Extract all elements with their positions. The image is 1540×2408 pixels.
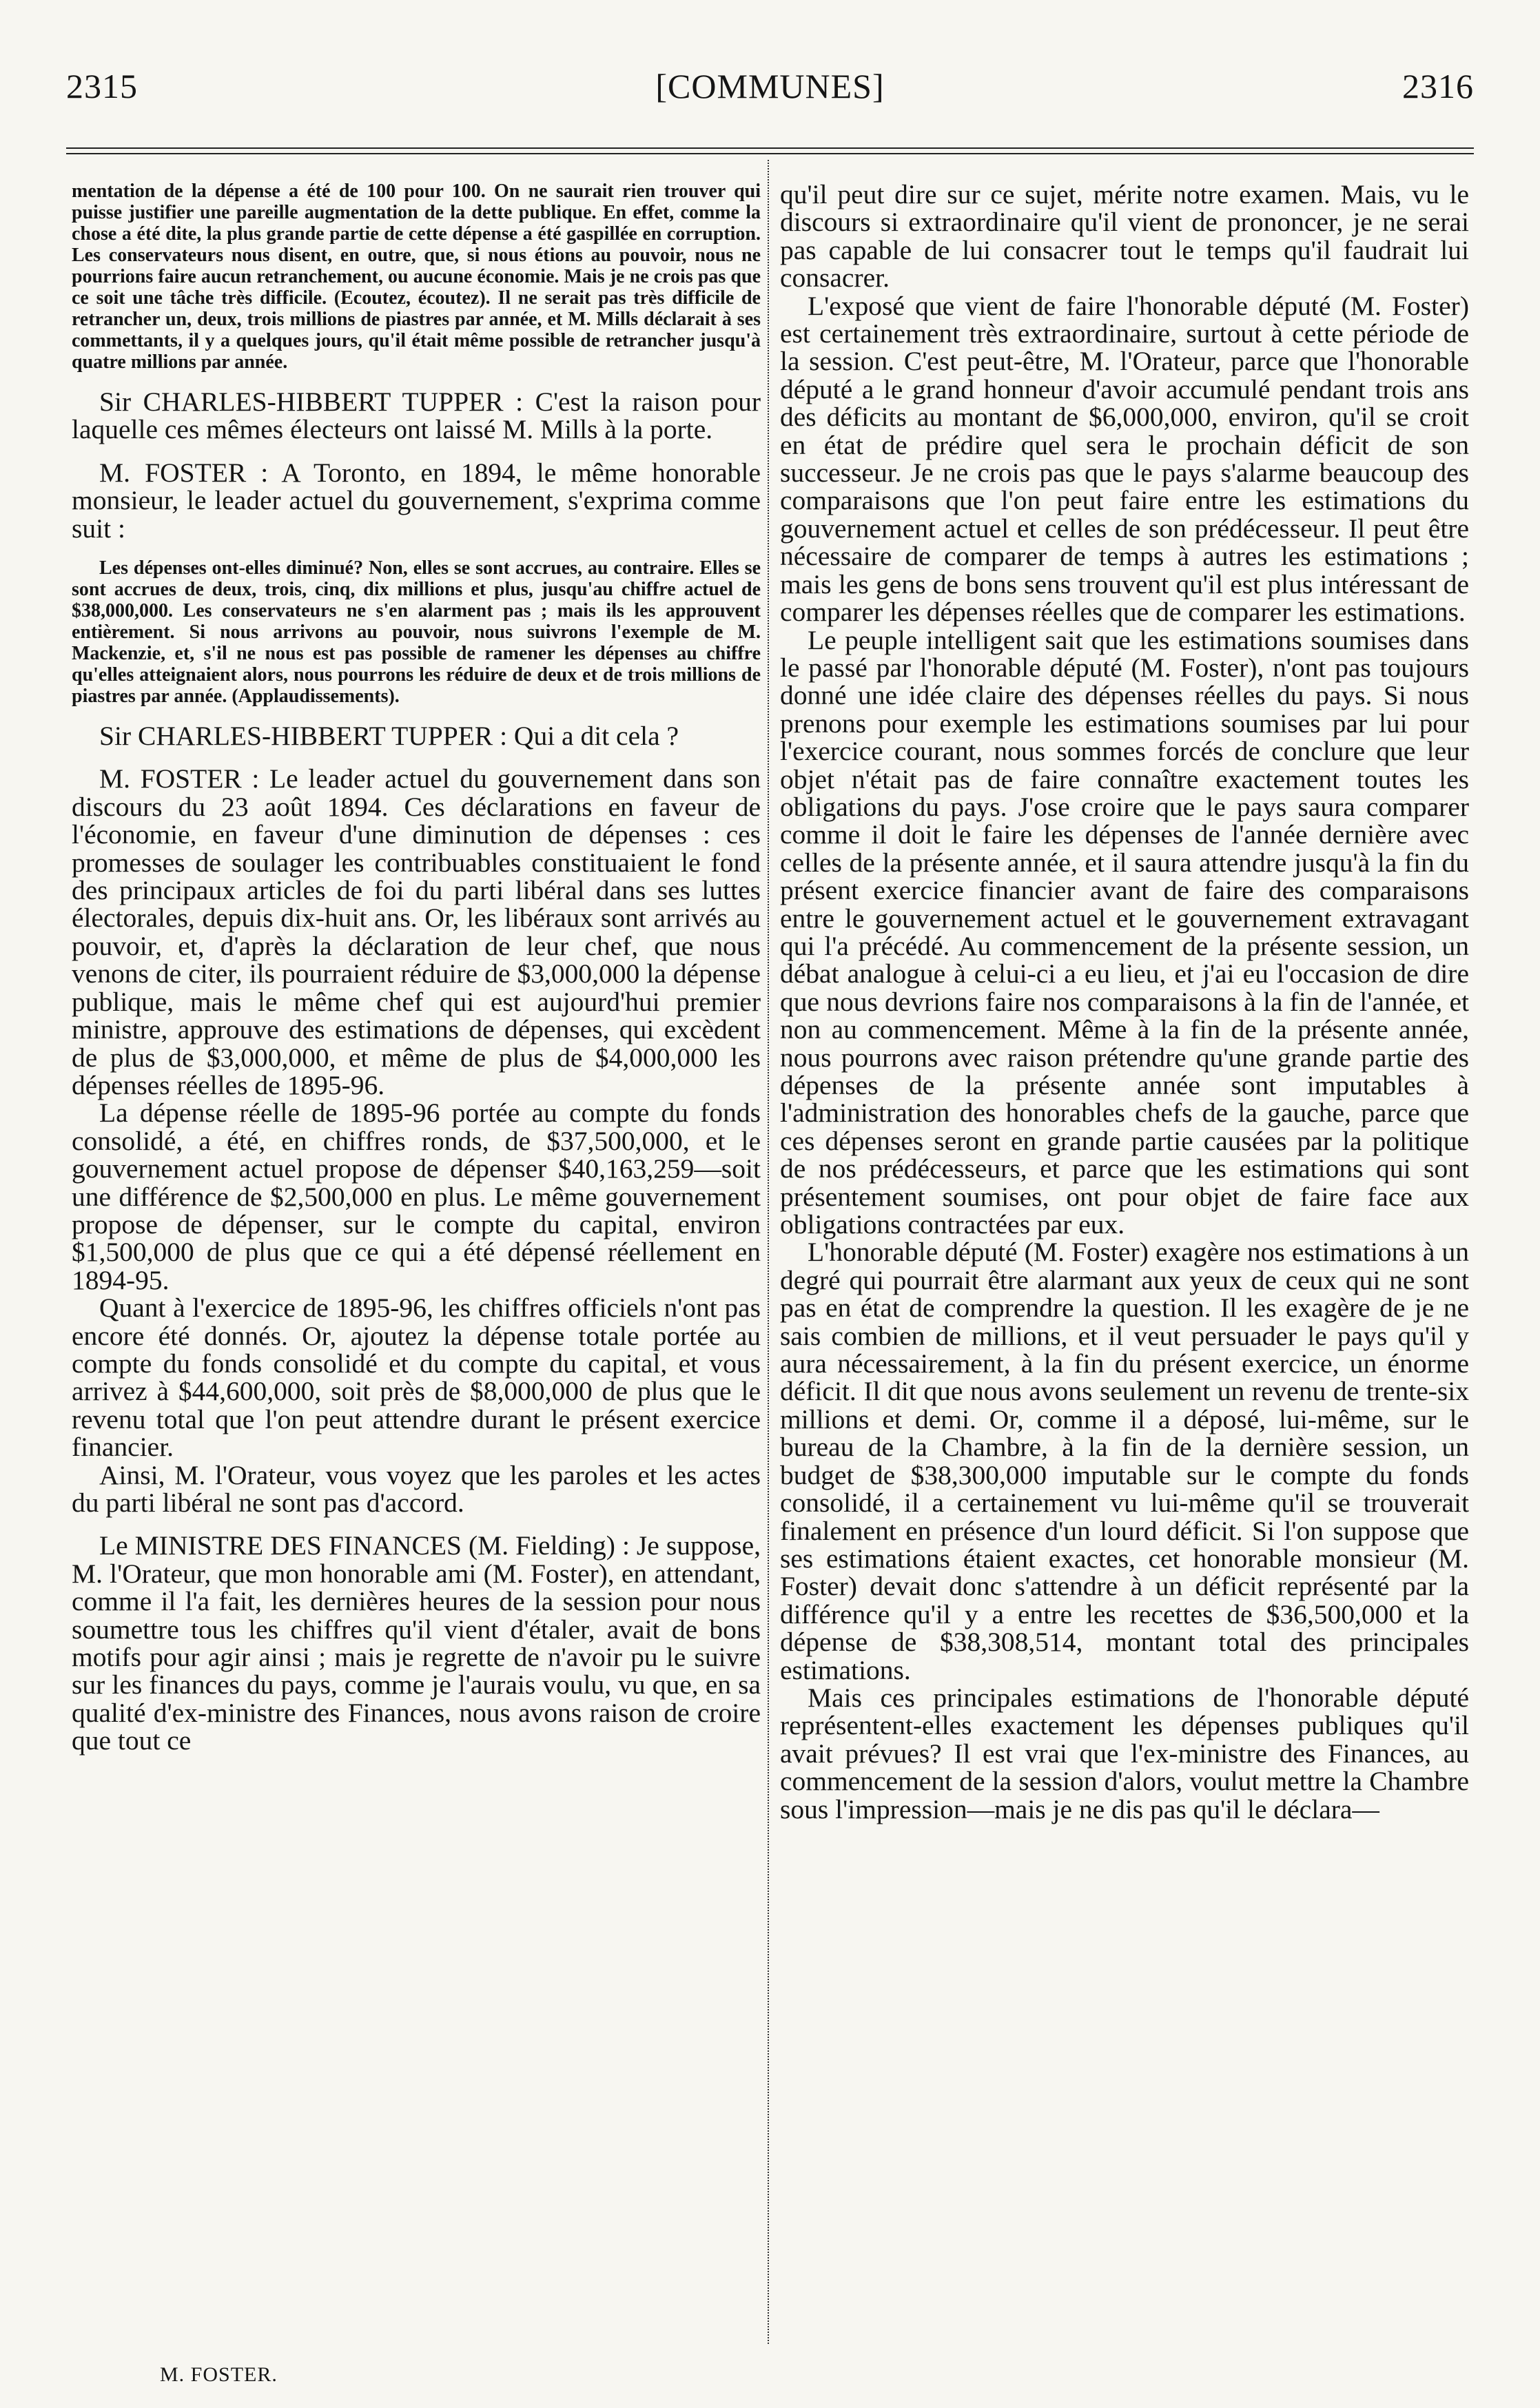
speech-paragraph: M. FOSTER : A Toronto, en 1894, le même honorable monsieur, le leader actuel du gouvernement, s'exprima comme suit : <box>72 457 761 544</box>
quoted-speech-continuation: mentation de la dépense a été de 100 pour 100. On ne saurait rien trouver qui puisse justifier une pareille augmentation de la dette publique. En effet, comme la chose a été dite, la plus grande partie de cette dépense a été gaspillée en corruption. Les conservateurs nous disent, en outre, que, si nous étions au pouvoir, nous ne pourrions faire aucun retranchement, ou aucune économie. Mais je ne crois pas que ce soit une tâche très difficile. (Ecoutez, écoutez). Il ne serait pas très difficile de retrancher un, deux, trois millions de piastres par année, et M. Mills déclarait à ses commettants, il y a quelques jours, qu'il était même possible de retrancher jusqu'à quatre millions par année. <box>72 181 761 373</box>
speech-continuation: qu'il peut dire sur ce sujet, mérite notre examen. Mais, vu le discours si extraordinaire qu'il vient de prononcer, je ne serai pas capable de lui consacrer tout le temps qu'il faudrait lui consacrer. <box>780 179 1469 294</box>
right-column <box>780 181 1469 1823</box>
speech-paragraph: Le MINISTRE DES FINANCES (M. Fielding) : Je suppose, M. l'Orateur, que mon honorable ami (M. Foster), en attendant, comme il l'a fait, les dernières heures de la session pour nous soumettre tous les chiffres qu'il vient d'étaler, avait de bons motifs pour agir ainsi ; mais je regrette de n'avoir pu le suivre sur les finances du pays, comme je l'aurais voulu, vu que, en sa qualité d'ex-ministre des Finances, nous avons raison de croire que tout ce <box>72 1530 761 1756</box>
speech-paragraph: Quant à l'exercice de 1895-96, les chiffres officiels n'ont pas encore été donnés. Or, ajoutez la dépense totale portée au compte du fonds consolidé et du compte du capital, et vous arrivez à $44,600,000, soit près de $8,000,000 de plus que le revenu total que l'on peut attendre durant le présent exercice financier. <box>72 1293 761 1463</box>
speech-paragraph: La dépense réelle de 1895-96 portée au compte du fonds consolidé, a été, en chiffres ronds, de $37,500,000, et le gouvernement actuel propose de dépenser $40,163,259—soit une différence de $2,500,000 en plus. Le même gouvernement propose de dépenser, sur le compte du capital, environ $1,500,000 de plus que ce qui a été dépensé réellement en 1894-95. <box>72 1098 761 1295</box>
speech-paragraph: Sir CHARLES-HIBBERT TUPPER : C'est la raison pour laquelle ces mêmes électeurs ont laissé M. Mills à la porte. <box>72 387 761 445</box>
footer-speaker: M. FOSTER. <box>160 2363 278 2386</box>
speech-paragraph: Le peuple intelligent sait que les estimations soumises dans le passé par l'honorable député (M. Foster), n'ont pas toujours donné une idée claire des dépenses réelles du pays. Si nous prenons pour exemple les estimations soumises par lui pour l'exercice courant, nous sommes forcés de conclure que leur objet n'était pas de faire connaître exactement toutes les obligations du pays. J'ose croire que le pays saura comparer comme il doit le faire les dépenses de l'année dernière avec celles de la présente année, et il saura attendre jusqu'à la fin du présent exercice financier avant de faire des comparaisons entre le gouvernement actuel et le gouvernement extravagant qui l'a précédé. Au commencement de la présente session, un débat analogue à celui-ci a eu lieu, et j'ai eu l'occasion de dire que nous devrions faire nos comparaisons à la fin de l'année, et non au commencement. Même à la fin de la présente année, nous pourrons avec raison prétendre qu'une grande partie des dépenses de la présente année sont imputables à l'administration des honorables chefs de la gauche, parce que ces dépenses seront en grande partie causées par la politique de nos prédécesseurs, et parce que les estimations qui sont présentement soumises, ont pour objet de faire face aux obligations contractées par eux. <box>780 624 1469 1240</box>
quoted-speech: Les dépenses ont-elles diminué? Non, elles se sont accrues, au contraire. Elles se sont accrues de deux, trois, cinq, dix millions et plus, jusqu'au chiffre actuel de $38,000,000. Les conservateurs ne s'en alarment pas ; mais ils les approuvent entièrement. Si nous arrivons au pouvoir, nous suivrons l'exemple de M. Mackenzie, et, s'il ne nous est pas possible de ramener les dépenses au chiffre qu'elles atteignaient alors, nous pourrons les réduire de deux et de trois millions de piastres par année. (Applaudissements). <box>72 557 761 708</box>
speech-paragraph: Mais ces principales estimations de l'honorable député représentent-elles exactement les dépenses publiques qu'il avait prévues? Il est vrai que l'ex-ministre des Finances, au commencement de la session d'alors, voulut mettre la Chambre sous l'impression—mais je ne dis pas qu'il le déclara— <box>780 1682 1469 1824</box>
header-rule-bottom <box>66 153 1474 154</box>
speech-paragraph: Sir CHARLES-HIBBERT TUPPER : Qui a dit cela ? <box>99 721 679 752</box>
speech-paragraph: M. FOSTER : Le leader actuel du gouvernement dans son discours du 23 août 1894. Ces déclarations en faveur de l'économie, en faveur d'une diminution de dépenses : ces promesses de soulager les contribuables constituaient le fond des principaux articles de foi du parti libéral dans ses luttes électorales, depuis dix-huit ans. Or, les libéraux sont arrivés au pouvoir, et, d'après la déclaration de leur chef, que nous venons de citer, ils pourraient réduire de $3,000,000 la dépense publique, mais le même chef qui est aujourd'hui premier ministre, approuve des estimations de dépenses, qui excèdent de plus de $3,000,000, et même de plus de $4,000,000 les dépenses réelles de 1895-96. <box>72 763 761 1100</box>
speech-paragraph: L'honorable député (M. Foster) exagère nos estimations à un degré qui pourrait être alarmant aux yeux de ceux qui ne sont pas en état de comprendre la question. Il les exagère de je ne sais combien de millions, et il veut persuader le pays qu'il y aura nécessairement, à la fin du présent exercice, un énorme déficit. Il dit que nous avons seulement un revenu de trente-six millions et demi. Or, comme il a déposé, lui-même, sur le bureau de la Chambre, à la fin de la dernière session, un budget de $38,300,000 imputable sur le compte du fonds consolidé, il a certainement vu lui-même qu'il se trouverait finalement en présence d'un lourd déficit. Si l'on suppose que ses estimations étaient exactes, cet honorable monsieur (M. Foster) devait donc s'attendre à un déficit représenté par la différence qu'il y a entre les recettes de $36,500,000 et la dépense de $38,308,514, montant total des principales estimations. <box>780 1237 1469 1685</box>
page-header <box>66 66 1474 114</box>
speech-paragraph: L'exposé que vient de faire l'honorable député (M. Foster) est certainement très extraordinaire, surtout à cette période de la session. C'est peut-être, M. l'Orateur, parce que l'honorable député a le grand honneur d'avoir accumulé pendant trois ans des déficits au montant de $6,000,000, environ, qu'il se croit en état de prédire quel sera le prochain déficit de son successeur. Je ne crois pas que le pays s'alarme beaucoup des comparaisons que l'on peut faire entre les estimations du gouvernement actuel et celles de son prédécesseur. Il peut être nécessaire de comparer de temps à autres les estimations ; mais les gens de bons sens trouvent qu'il est plus intéressant de comparer les dépenses réelles que de comparer les estimations. <box>780 290 1469 628</box>
running-title: [COMMUNES] <box>655 67 885 105</box>
left-column <box>72 181 761 1755</box>
speech-paragraph: Ainsi, M. l'Orateur, vous voyez que les paroles et les actes du parti libéral ne sont pas d'accord. <box>72 1459 761 1518</box>
page-number-left: 2315 <box>66 67 138 105</box>
column-divider <box>768 160 769 2344</box>
page-number-right: 2316 <box>1402 67 1474 105</box>
header-rule-top <box>66 147 1474 149</box>
